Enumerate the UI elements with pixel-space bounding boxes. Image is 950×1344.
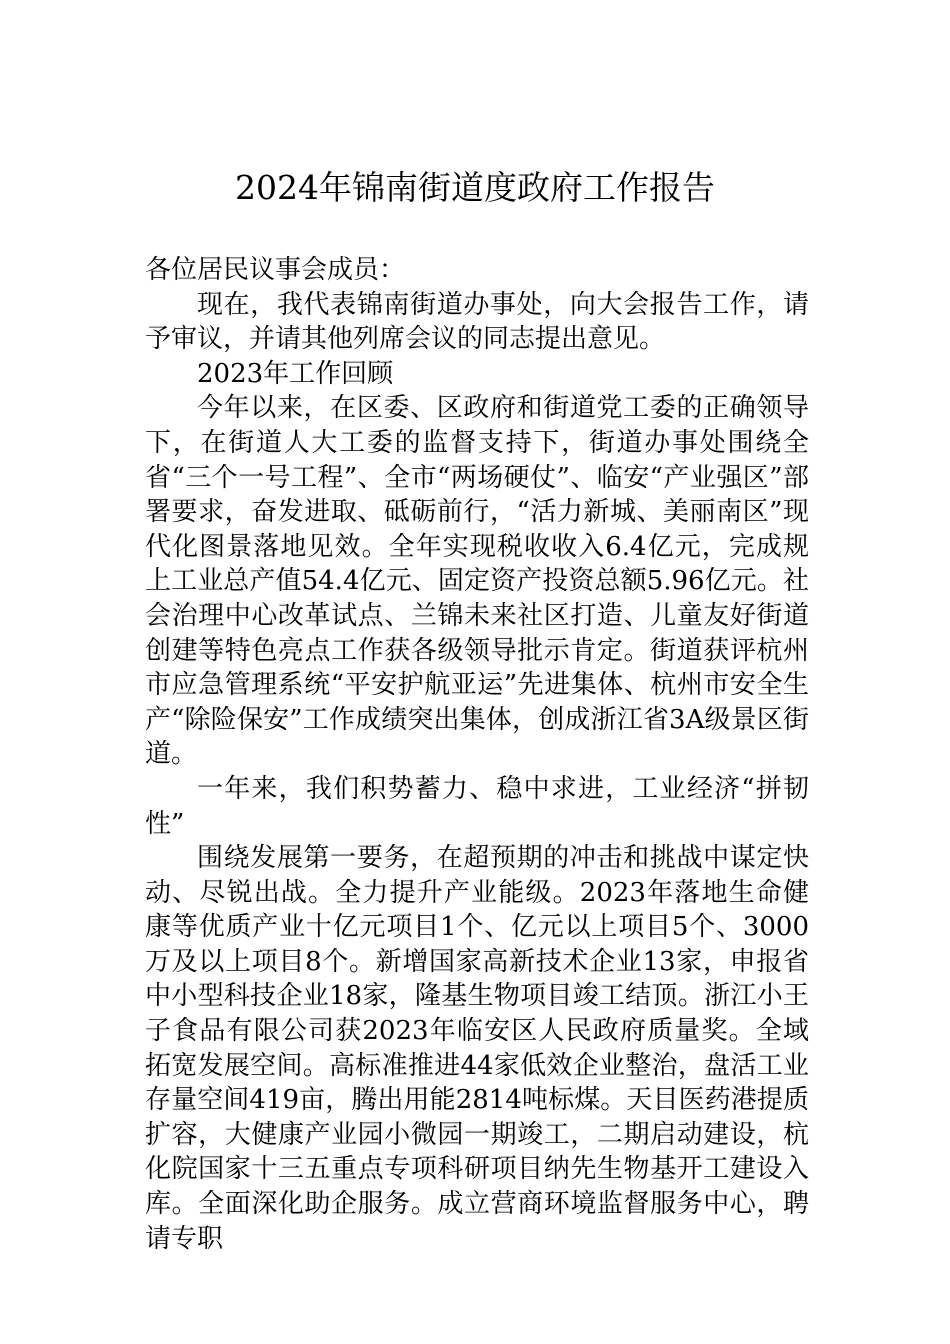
paragraph-overview: 今年以来，在区委、区政府和街道党工委的正确领导下，在街道人大工委的监督支持下，街道办事处围绕全省“三个一号工程”、全市“两场硬仗”、临安“产业强区”部署要求，奋发进取、砥砺前行，“活力新城、美丽南区”现代化图景落地见效。全年实现税收收入6.4亿元，完成规上工业总产值54.4亿元、固定资产投资总额5.96亿元。社会治理中心改革试点、兰锦未来社区打造、儿童友好街道创建等特色亮点工作获各级领导批示肯定。街道获评杭州市应急管理系统“平安护航亚运”先进集体、杭州市安全生产“除险保安”工作成绩突出集体，创成浙江省3A级景区街道。 bbox=[145, 393, 809, 770]
document-title: 2024年锦南街道度政府工作报告 bbox=[235, 168, 715, 207]
paragraph-intro: 现在，我代表锦南街道办事处，向大会报告工作，请予审议，并请其他列席会议的同志提出意见。 bbox=[145, 289, 809, 355]
salutation: 各位居民议事会成员： bbox=[145, 255, 406, 285]
paragraph-industry: 围绕发展第一要务，在超预期的冲击和挑战中谋定快动、尽锐出战。全力提升产业能级。2023年落地生命健康等优质产业十亿元项目1个、亿元以上项目5个、3000万及以上项目8个。新增国家高新技术企业13家，申报省中小型科技企业18家，隆基生物项目竣工结顶。浙江小王子食品有限公司获2023年临安区人民政府质量奖。全域拓宽发展空间。高标准推进44家低效企业整治，盘活工业存量空间419亩，腾出用能2814吨标煤。天目医药港提质扩容，大健康产业园小微园一期竣工，二期启动建设，杭化院国家十三五重点专项科研项目纳先生物基开工建设入库。全面深化助企服务。成立营商环境监督服务中心，聘请专职 bbox=[145, 843, 809, 1254]
document-body bbox=[145, 253, 809, 1256]
section-heading-review: 2023年工作回顾 bbox=[197, 358, 394, 389]
section-heading-industry: 一年来，我们积势蓄力、稳中求进，工业经济“拼韧性” bbox=[145, 773, 809, 839]
